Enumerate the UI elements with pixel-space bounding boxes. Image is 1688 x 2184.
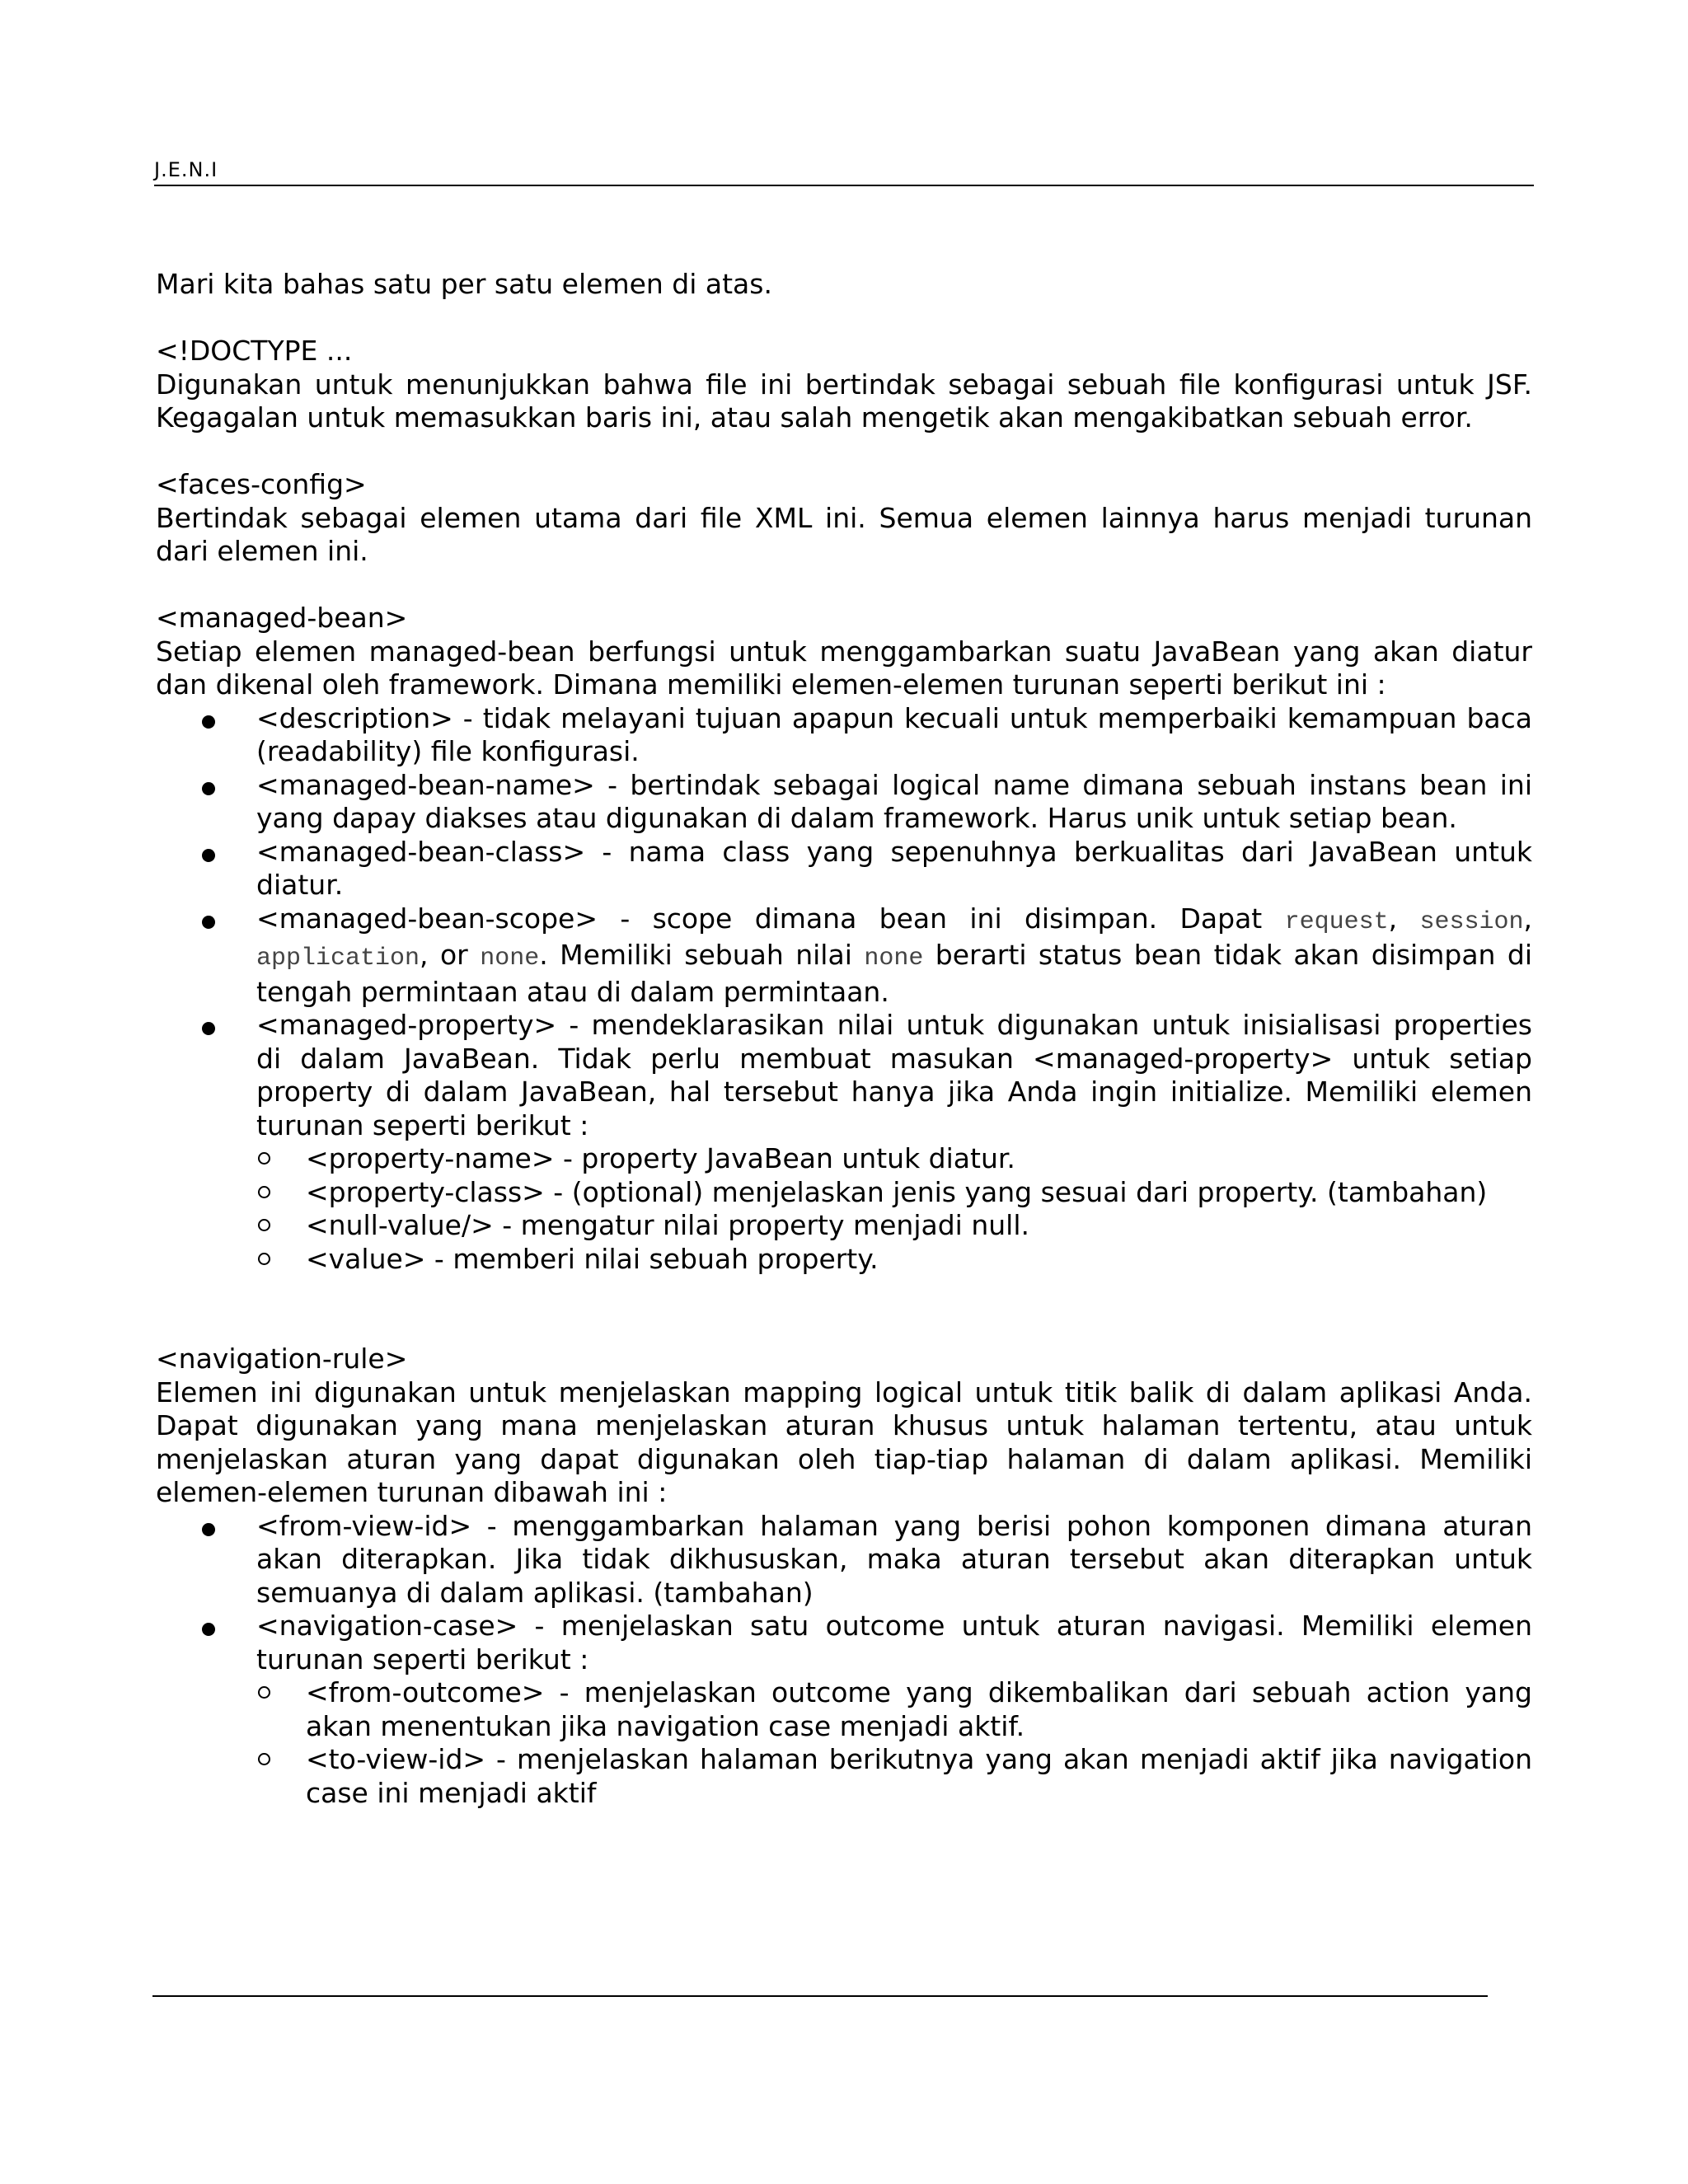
navigation-rule-heading: <navigation-rule> [156, 1343, 408, 1375]
bullet-icon [202, 715, 215, 729]
intro-paragraph: Mari kita bahas satu per satu elemen di atas. [156, 268, 772, 300]
list-item: <managed-bean-class> - nama class yang sepenuhnya berkualitas dari JavaBean untuk diatur. [256, 836, 1532, 902]
footer-rule [152, 1995, 1488, 1997]
list-item-scope: <managed-bean-scope> - scope dimana bean ini disimpan. Dapat request, session, application, or none. Memiliki sebuah nilai none berarti status bean tidak akan disimpan di tengah permintaan atau di dalam permintaan. [256, 902, 1532, 1010]
list-item-managed-property: <managed-property> - mendeklarasikan nilai untuk digunakan untuk inisialisasi properties di dalam JavaBean. Tidak perlu membuat masukan <managed-property> untuk setiap property di dalam JavaBean, hal tersebut hanya jika Anda ingin initialize. Memiliki elemen turunan seperti berikut : <property-name> - property JavaBean untuk diatur. <property-class> - (optional) menjelaskan jenis yang sesuai dari property. (tambahan) <null-value/> - mengatur nilai property menjadi null. <value> - memberi nilai sebuah property. [256, 1009, 1532, 1276]
faces-config-text: Bertindak sebagai elemen utama dari file XML ini. Semua elemen lainnya harus menjadi turunan dari elemen ini. [156, 501, 1532, 567]
header-rule [154, 185, 1534, 186]
page-header: J.E.N.I [154, 158, 218, 181]
code-none: none [864, 944, 924, 972]
managed-property-sublist [256, 1142, 1532, 1276]
circle-bullet-icon [258, 1152, 270, 1165]
navigation-case-sublist [256, 1676, 1532, 1810]
bullet-icon [202, 782, 215, 795]
list-item: <from-view-id> - menggambarkan halaman yang berisi pohon komponen dimana aturan akan diterapkan. Jika tidak dikhususkan, maka aturan tersebut akan diterapkan untuk semuanya di dalam aplikasi. (tambahan) [256, 1510, 1532, 1610]
circle-bullet-icon [258, 1253, 270, 1265]
circle-bullet-icon [258, 1686, 270, 1699]
sublist-item: <to-view-id> - menjelaskan halaman berikutnya yang akan menjadi aktif jika navigation case ini menjadi aktif [306, 1743, 1532, 1810]
code-application: application [256, 944, 420, 972]
circle-bullet-icon [258, 1753, 270, 1765]
navigation-rule-list [156, 1510, 1532, 1811]
circle-bullet-icon [258, 1186, 270, 1198]
list-item: <managed-bean-name> - bertindak sebagai logical name dimana sebuah instans bean ini yang dapay diakses atau digunakan di dalam framework. Harus unik untuk setiap bean. [256, 769, 1532, 836]
bullet-icon [202, 1523, 215, 1536]
managed-bean-list [156, 702, 1532, 1277]
code-none: none [480, 944, 540, 972]
bullet-icon [202, 849, 215, 862]
code-request: request [1284, 907, 1389, 936]
faces-config-heading: <faces-config> [156, 468, 367, 500]
bullet-icon [202, 916, 215, 929]
list-item: <description> - tidak melayani tujuan apapun kecuali untuk memperbaiki kemampuan baca (readability) file konfigurasi. [256, 702, 1532, 769]
list-item-navigation-case: <navigation-case> - menjelaskan satu outcome untuk aturan navigasi. Memiliki elemen turunan seperti berikut : <from-outcome> - menjelaskan outcome yang dikembalikan dari sebuah action yang akan menentukan jika navigation case menjadi aktif. <to-view-id> - menjelaskan halaman berikutnya yang akan menjadi aktif jika navigation case ini menjadi aktif [256, 1610, 1532, 1810]
bullet-icon [202, 1623, 215, 1636]
sublist-item: <property-class> - (optional) menjelaskan jenis yang sesuai dari property. (tambahan) [306, 1176, 1532, 1210]
sublist-item: <null-value/> - mengatur nilai property menjadi null. [306, 1209, 1532, 1243]
doctype-text: Digunakan untuk menunjukkan bahwa file ini bertindak sebagai sebuah file konfigurasi untuk JSF. Kegagalan untuk memasukkan baris ini, atau salah mengetik akan mengakibatkan sebuah error. [156, 368, 1532, 434]
bullet-icon [202, 1022, 215, 1035]
circle-bullet-icon [258, 1219, 270, 1231]
managed-bean-text: Setiap elemen managed-bean berfungsi untuk menggambarkan suatu JavaBean yang akan diatur dan dikenal oleh framework. Dimana memiliki elemen-elemen turunan seperti berikut ini : [156, 635, 1532, 701]
sublist-item: <from-outcome> - menjelaskan outcome yang dikembalikan dari sebuah action yang akan menentukan jika navigation case menjadi aktif. [306, 1676, 1532, 1743]
code-session: session [1419, 907, 1524, 936]
sublist-item: <value> - memberi nilai sebuah property. [306, 1243, 1532, 1277]
navigation-rule-text: Elemen ini digunakan untuk menjelaskan mapping logical untuk titik balik di dalam aplikasi Anda. Dapat digunakan yang mana menjelaskan aturan khusus untuk halaman tertentu, atau untuk menjelaskan aturan yang dapat digunakan oleh tiap-tiap halaman di dalam aplikasi. Memiliki elemen-elemen turunan dibawah ini : [156, 1376, 1532, 1508]
sublist-item: <property-name> - property JavaBean untuk diatur. [306, 1142, 1532, 1176]
doctype-heading: <!DOCTYPE ... [156, 335, 353, 367]
managed-bean-heading: <managed-bean> [156, 602, 408, 634]
page-content [156, 268, 1532, 1810]
